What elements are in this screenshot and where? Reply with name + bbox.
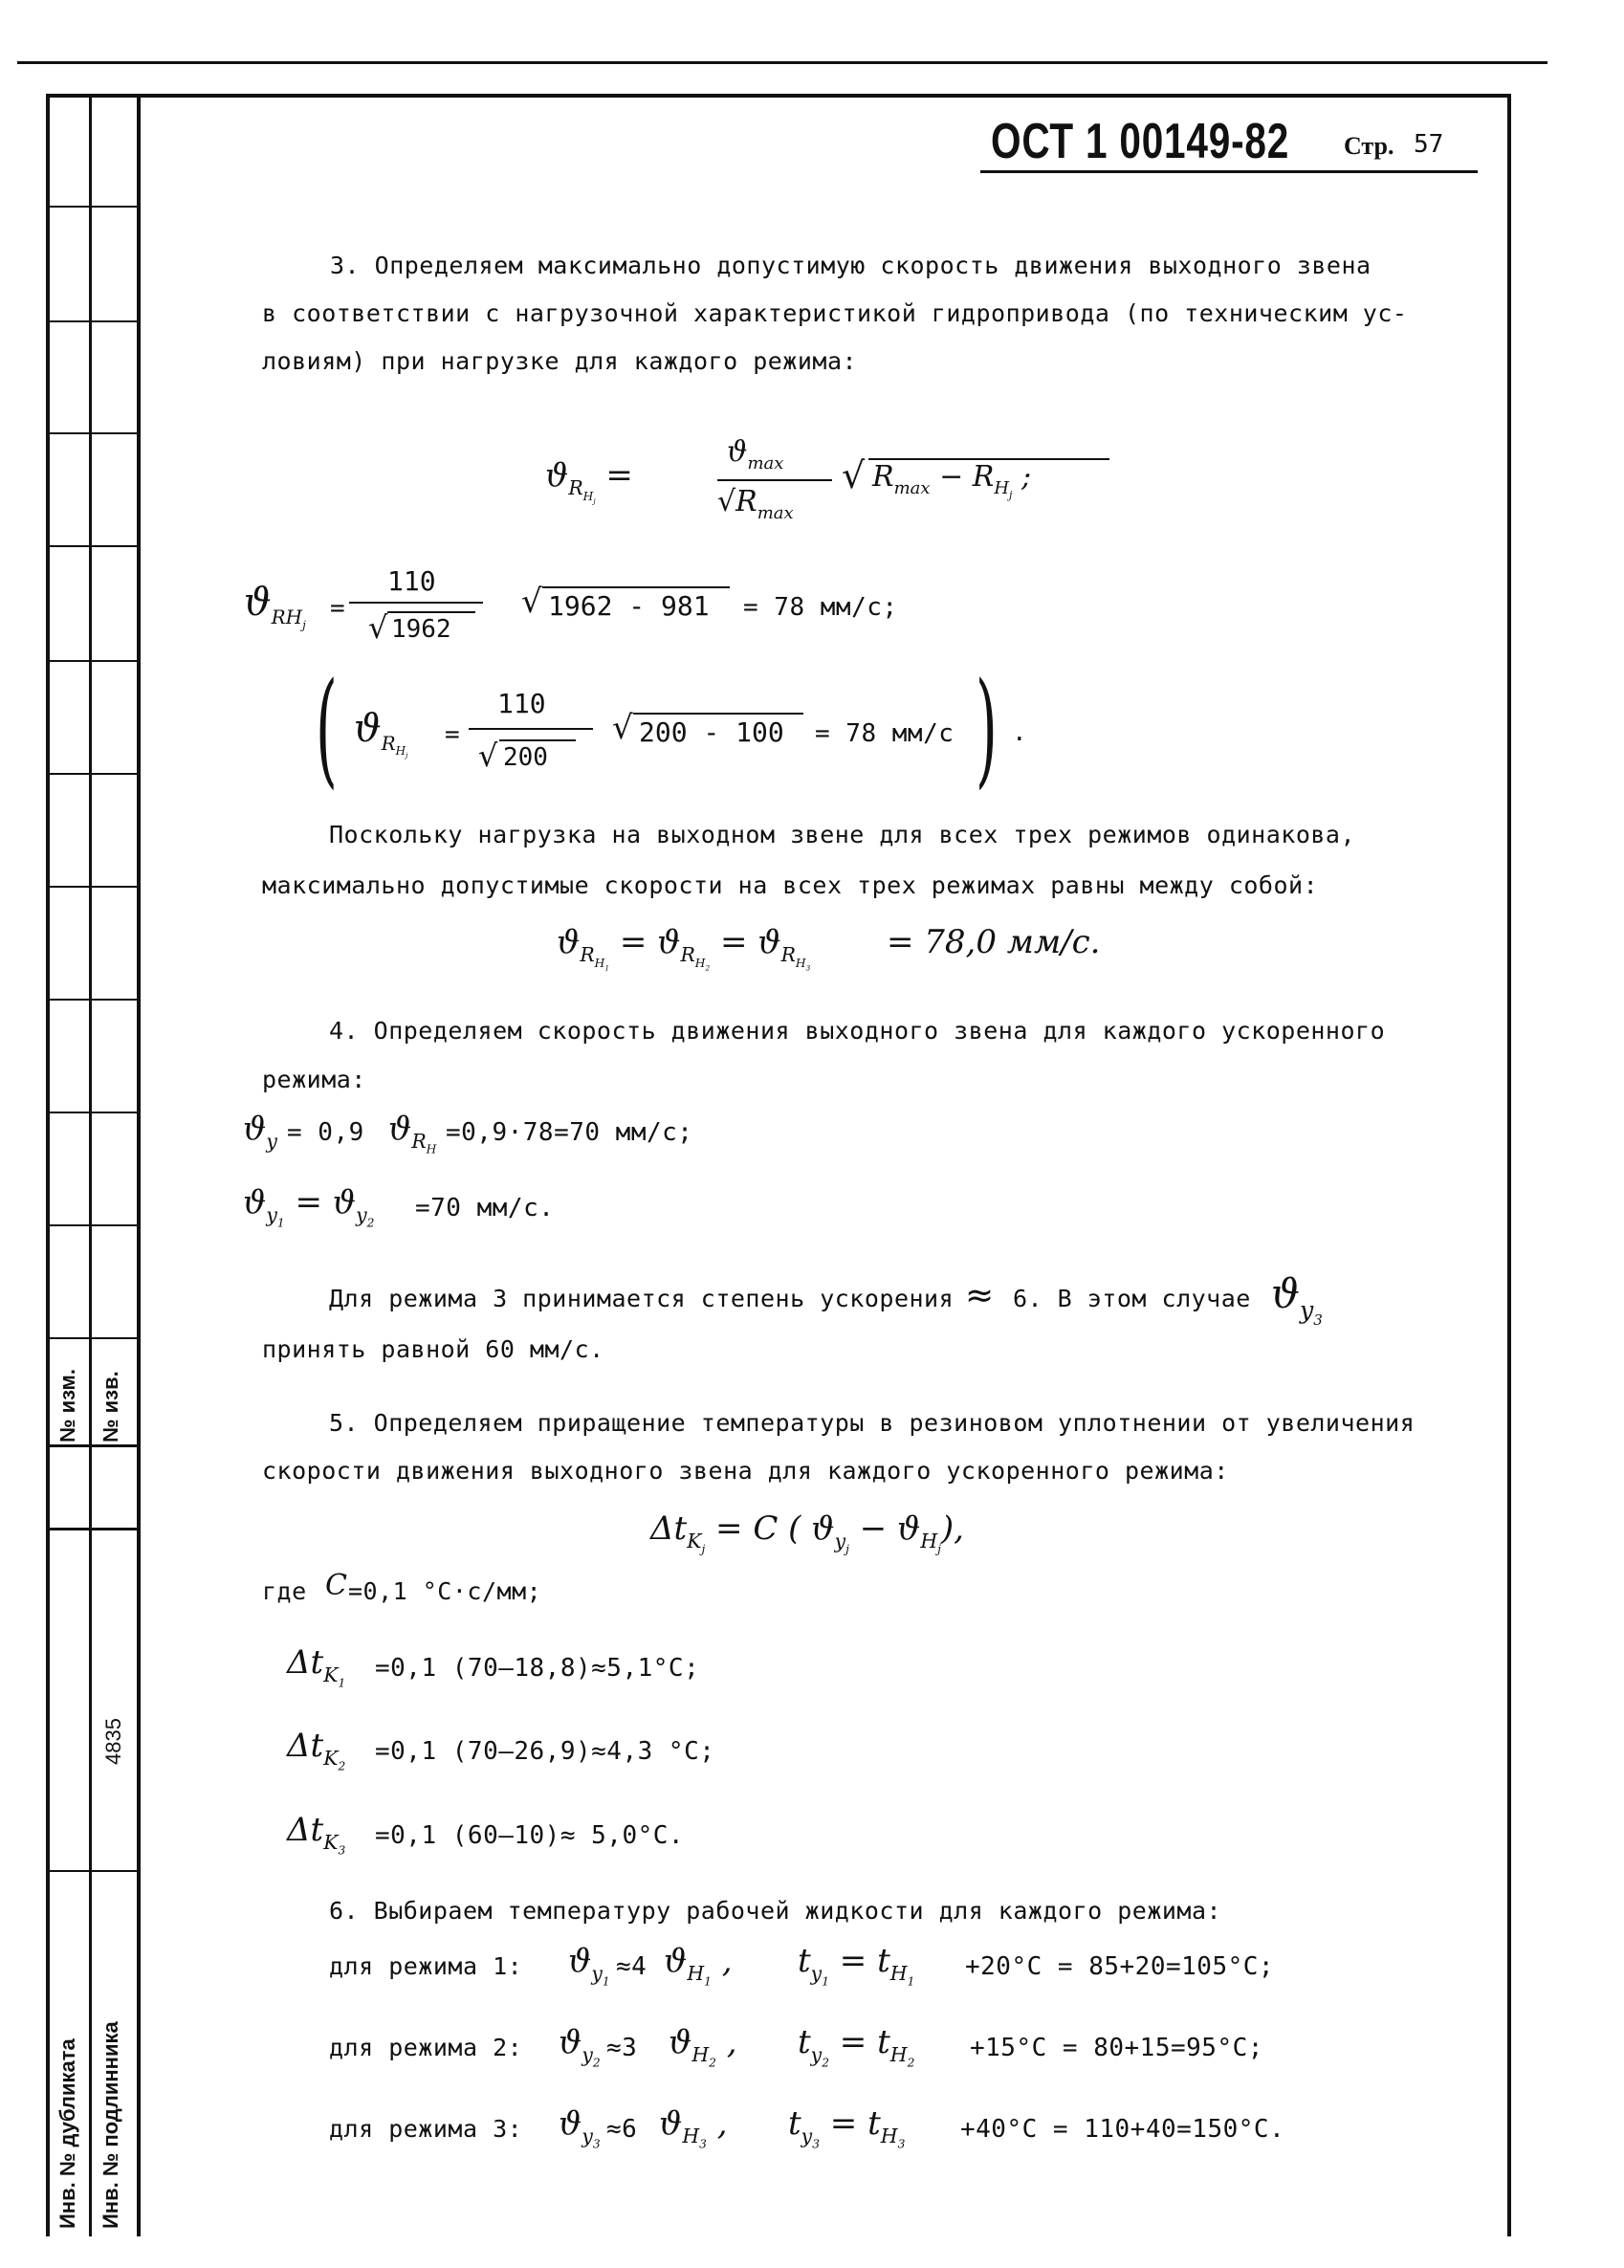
stamp-dup-inv: Инв. № дубликата [55,2038,79,2229]
vy12-result: =70 мм/с. [415,1194,555,1222]
paragraph-since-line1: Поскольку нагрузка на выходном звене для всех трех режимов одинакова, [329,821,1356,848]
f2-denominator: 200 [503,743,548,772]
formula-max-speed: $ϑ_{R_{H_j}}$ = $ϑ_{max}$ $√R_{max}$ √ $R_{max} - R_{H_j}$ ; [545,435,1119,540]
stamp-cell-rule [46,1444,139,1447]
formula-vy: $ϑ_y$ = 0,9 $ϑ_{R_H}$ =0,9·78=70 мм/с; [243,1110,693,1156]
stamp-cell-rule [46,886,139,888]
stamp-cell-rule [46,999,139,1001]
mode3-row: для режима 3: $ϑ_{y_3}$ ≈6 $ϑ_{H_3}$ , $t_{y_3} = t_{H_3}$ +40°С = 110+40=150°С. [329,2104,1285,2151]
paragraph-4-line2: режима: [262,1066,366,1093]
vy-coef: = 0,9 [287,1118,364,1147]
standard-code: ОСТ 1 00149-82 [991,114,1290,169]
stamp-cell-rule [46,1224,139,1226]
paragraph-5-line2: скорости движения выходного звена для каждого ускоренного режима: [262,1457,1229,1485]
stamp-cell-rule [46,1337,139,1339]
formula-dt1: $\Delta t_{K_1}$ =0,1 (70–18,8)≈5,1°С; [287,1643,700,1690]
paragraph-3-line3: ловиям) при нагрузке для каждого режима: [262,347,858,375]
stamp-cell-rule [46,1870,139,1872]
stamp-cell-rule [46,660,139,662]
paragraph-3-line2: в соответствии с нагрузочной характеристикой гидропривода (по техническим ус- [262,299,1408,327]
frame-top [46,94,1511,98]
stamp-number: 4835 [101,1718,125,1765]
mode2-row: для режима 2: $ϑ_{y_2}$ ≈3 $ϑ_{H_2}$ , $t_{y_2} = t_{H_2}$ +15°С = 80+15=95°С; [329,2023,1263,2070]
formula-delta-t: $\Delta t_{K_j} = C$ ( $ϑ_{y_j} - ϑ_{H_j}$), [650,1509,964,1556]
paragraph-mode3-line2: принять равной 60 мм/с. [262,1335,604,1363]
stamp-cell-rule [46,320,139,322]
frame-left-inner [89,94,92,2236]
mode1-row: для режима 1: $ϑ_{y_1}$ ≈4 $ϑ_{H_1}$ , $t_{y_1} = t_{H_1}$ +20°С = 85+20=105°С; [329,1942,1275,1989]
stamp-cell-rule [46,432,139,434]
formula-numeric-1: $ϑ_{RH_j}$ = 110 √ 1962 √ 1962 - 981 = 78 мм/с; [244,565,898,646]
paragraph-3-line1: 3. Определяем максимально допустимую скорость движения выходного звена [330,252,1372,279]
where-line: где C =0,1 °С·с/мм; [262,1569,542,1605]
paragraph-6: 6. Выбираем температуру рабочей жидкости для каждого режима: [329,1897,1222,1925]
equal-speed-value: = 78,0 мм/с. [887,923,1101,961]
frame-left-outer [46,94,50,2236]
formula-equal-speeds: $ϑ_{R_{H_1}} = ϑ_{R_{H_2}} = ϑ_{R_{H_3}}$ = 78,0 мм/с. [557,923,1101,972]
stamp-notice-no: № изв. [99,1371,122,1442]
paragraph-4-line1: 4. Определяем скорость движения выходного звена для каждого ускоренного [329,1017,1386,1045]
paragraph-since-line2: максимально допустимые скорости на всех трех режимах равны между собой: [262,871,1319,899]
f2-numerator: 110 [497,688,546,719]
stamp-cell-rule [46,1112,139,1113]
vy-line: =0,9·78=70 мм/с; [446,1118,693,1147]
stamp-cell-rule [46,1528,139,1530]
formula-dt2: $\Delta t_{K_2}$ =0,1 (70–26,9)≈4,3 °С; [287,1727,715,1773]
header-rule [980,170,1478,173]
formula-dt3: $\Delta t_{K_3}$ =0,1 (60–10)≈ 5,0°С. [287,1811,685,1858]
frame-right [1507,94,1511,2236]
formula-vy12: $ϑ_{y_1} = ϑ_{y_2}$ =70 мм/с. [243,1183,555,1230]
stamp-cell-rule [46,773,139,775]
f1-denominator: 1962 [391,615,451,644]
formula-numeric-2: ( $ϑ_{R_{H_j}}$ = 110 √ 200 √ 200 - 100 = 78 мм/с ) . [316,655,1027,801]
f1-radicand: 1962 - 981 [548,590,710,622]
f2-result: = 78 мм/с [815,719,955,748]
paragraph-5-line1: 5. Определяем приращение температуры в резиновом уплотнении от увеличения [329,1409,1416,1437]
stamp-cell-rule [46,545,139,547]
paragraph-mode3-line1: Для режима 3 принимается степень ускорения ≈ 6. В этом случае $ϑ_{y_3}$ [329,1270,1323,1330]
frame-left-border [137,94,141,2236]
page-number: 57 [1414,130,1444,159]
f1-numerator: 110 [387,565,436,597]
page-label: Стр. [1344,132,1394,160]
f2-radicand: 200 - 100 [639,716,784,748]
f1-result: = 78 мм/с; [743,593,898,622]
stamp-change-no: № изм. [55,1369,79,1442]
stamp-cell-rule [46,206,139,208]
top-rule [17,61,1547,64]
stamp-orig-inv: Инв. № подлинника [99,2021,122,2229]
